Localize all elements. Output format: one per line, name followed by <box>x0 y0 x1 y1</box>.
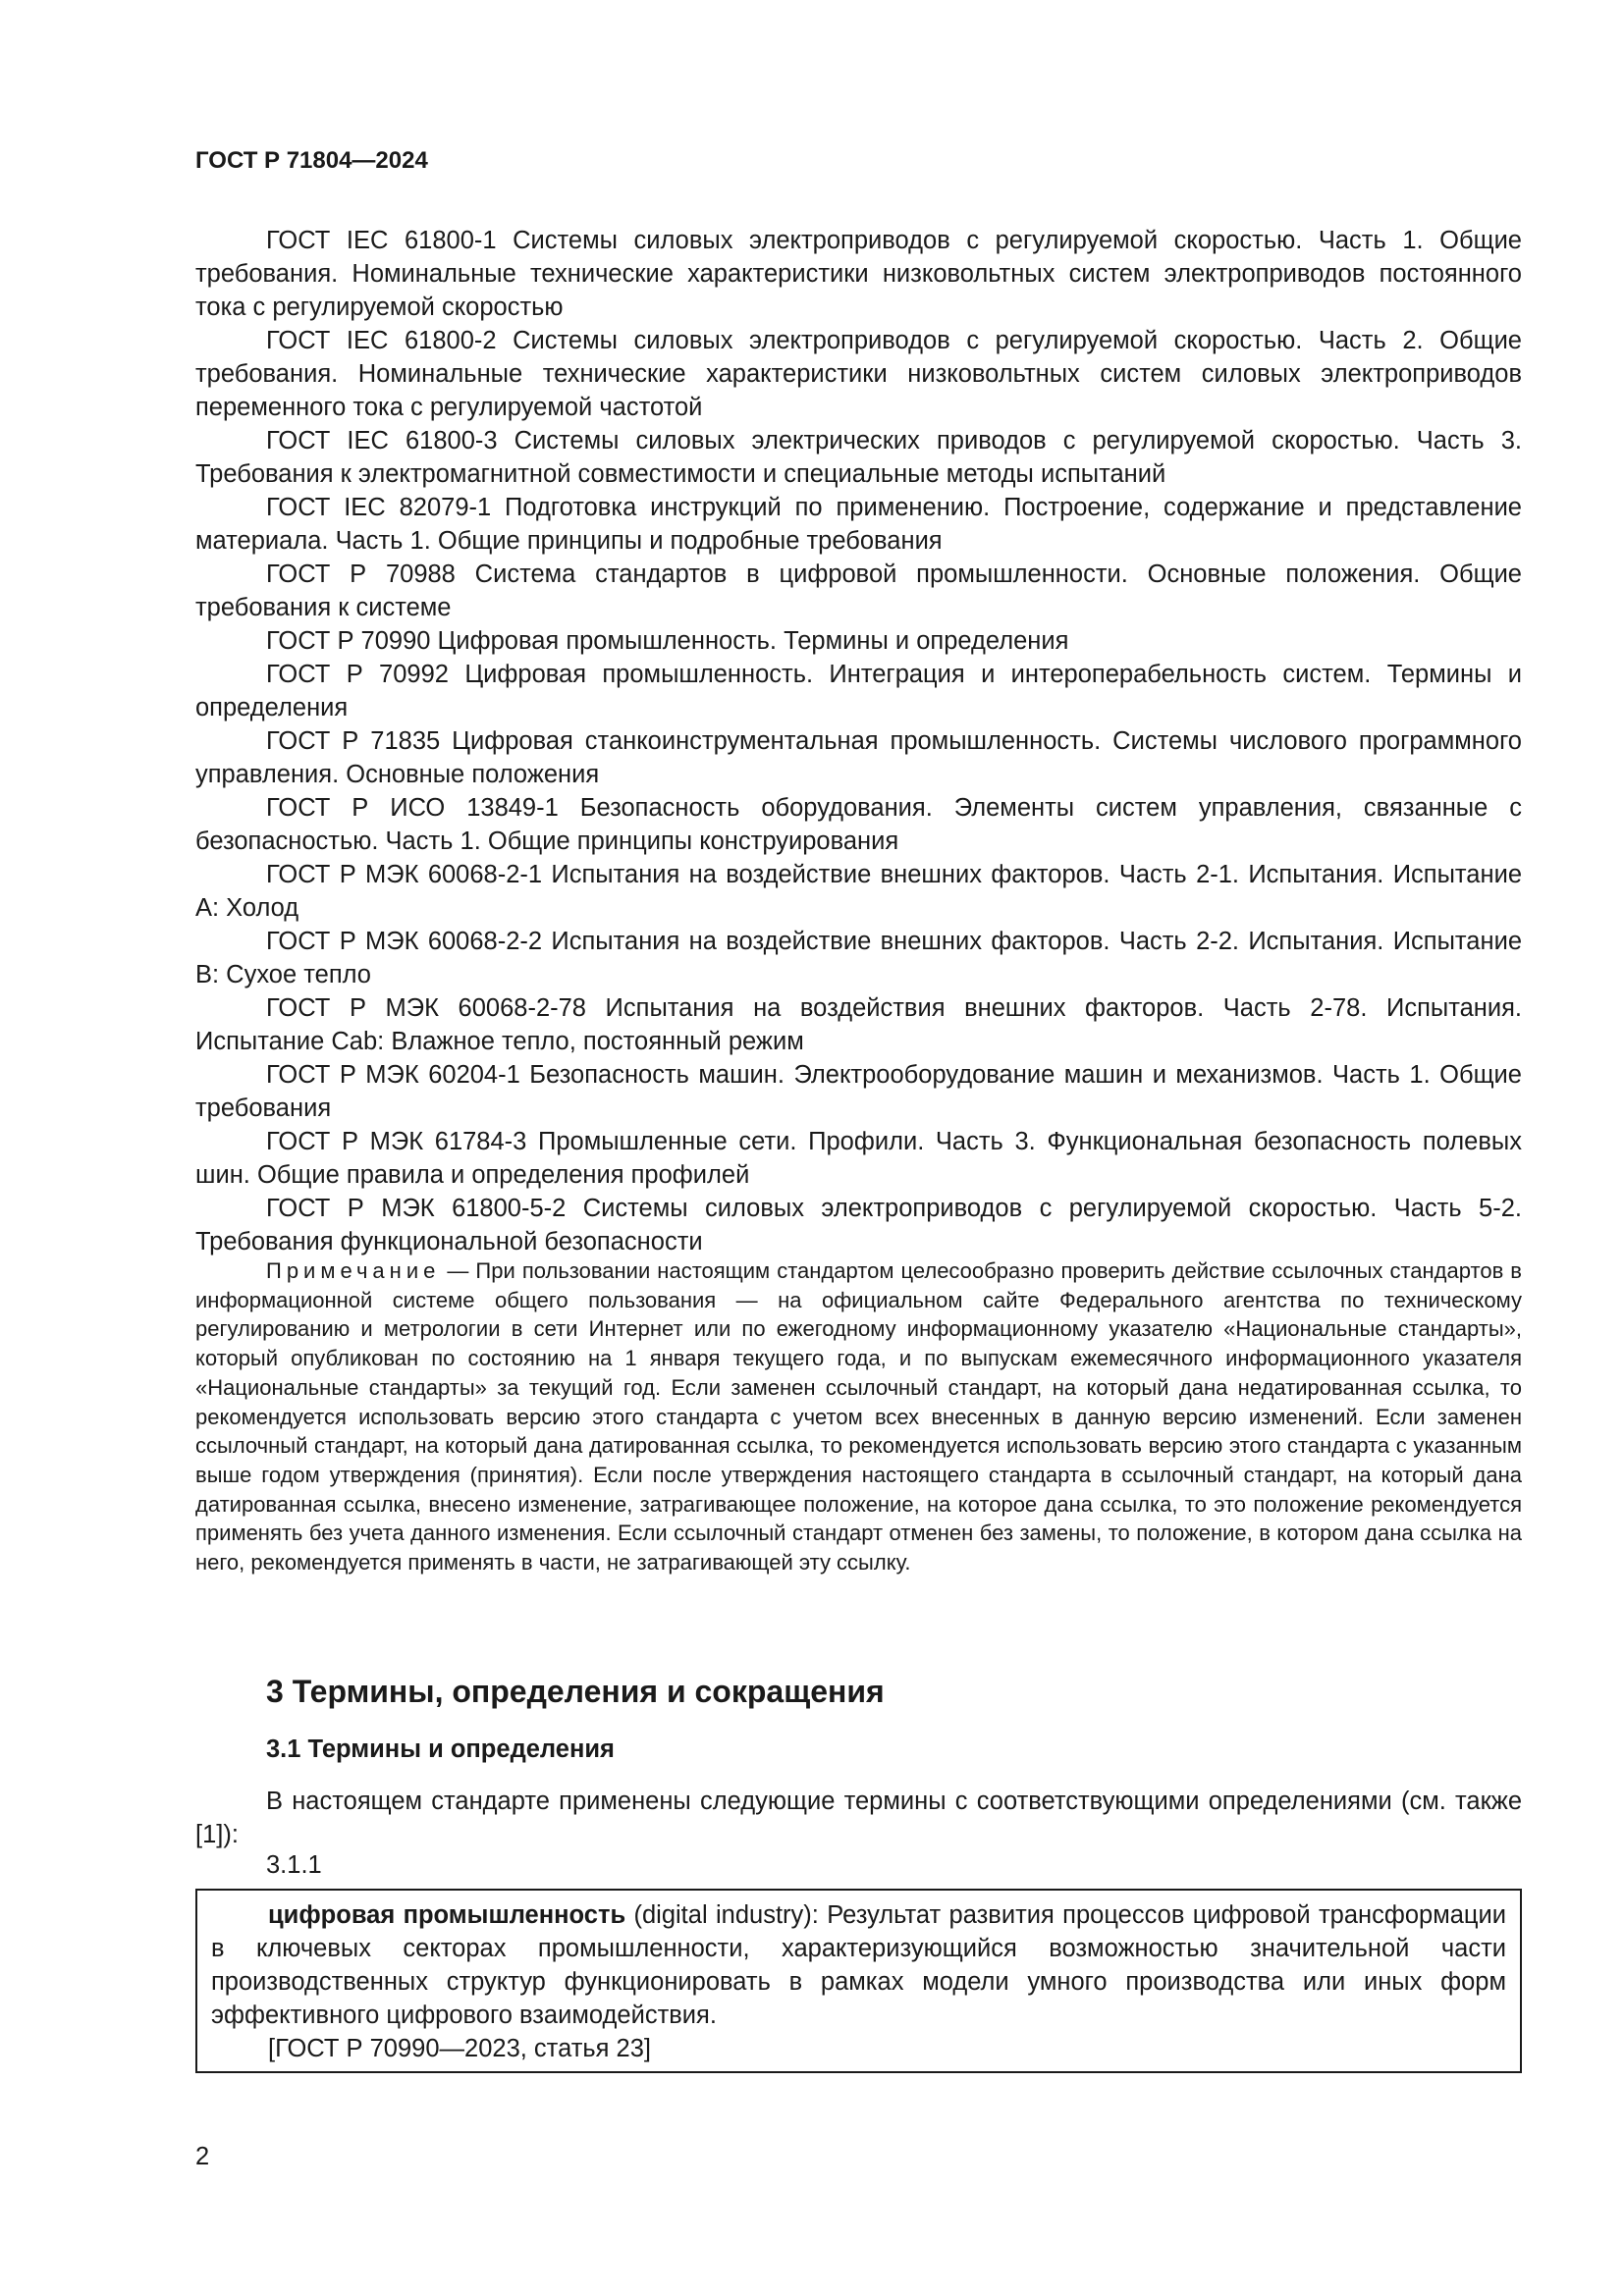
reference-item: ГОСТ Р МЭК 60068-2-1 Испытания на воздействие внешних факторов. Часть 2-1. Испытания. Испытание А: Холод <box>195 861 1522 922</box>
term-source: [ГОСТ Р 70990—2023, статья 23] <box>268 2035 651 2062</box>
reference-item: ГОСТ Р 71835 Цифровая станкоинструментальная промышленность. Системы числового программного управления. Основные положения <box>195 727 1522 788</box>
note-paragraph <box>195 1256 1522 1577</box>
normative-references-list <box>195 224 1522 1258</box>
term-name: цифровая промышленность <box>268 1901 626 1929</box>
note-text: — При пользовании настоящим стандартом целесообразно проверить действие ссылочных стандартов в информационной системе общего пользования — на официальном сайте Федерального агентства по техническому регулированию и метрологии в сети Интернет или по ежегодному информационному указателю «Национальные стандарты», который опубликован по состоянию на 1 января текущего года, и по выпускам ежемесячного информационного указателя «Национальные стандарты» за текущий год. Если заменен ссылочный стандарт, на который дана недатированная ссылка, то рекомендуется использовать версию этого стандарта с учетом всех внесенных в данную версию изменений. Если заменен ссылочный стандарт, на который дана датированная ссылка, то рекомендуется использовать версию этого стандарта с указанным выше годом утверждения (принятия). Если после утверждения настоящего стандарта в ссылочный стандарт, на который дана датированная ссылка, внесено изменение, затрагивающее положение, на которое дана ссылка, то это положение рекомендуется применять без учета данного изменения. Если ссылочный стандарт отменен без замены, то положение, в котором дана ссылка на него, рекомендуется применять в части, не затрагивающей эту ссылку. <box>195 1258 1522 1575</box>
reference-item: ГОСТ Р МЭК 60068-2-2 Испытания на воздействие внешних факторов. Часть 2-2. Испытания. Испытание В: Сухое тепло <box>195 928 1522 988</box>
reference-item: ГОСТ Р МЭК 61784-3 Промышленные сети. Профили. Часть 3. Функциональная безопасность полевых шин. Общие правила и определения профилей <box>195 1128 1522 1189</box>
reference-item: ГОСТ Р 70992 Цифровая промышленность. Интеграция и интероперабельность систем. Термины и определения <box>195 661 1522 721</box>
reference-item: ГОСТ IEC 61800-1 Системы силовых электроприводов с регулируемой скоростью. Часть 1. Общие требования. Номинальные технические характеристики низковольтных систем электроприводов постоянного тока с регулируемой скоростью <box>195 227 1522 321</box>
section-3-title: 3 Термины, определения и сокращения <box>266 1674 885 1709</box>
reference-item: ГОСТ Р ИСО 13849-1 Безопасность оборудования. Элементы систем управления, связанные с безопасностью. Часть 1. Общие принципы конструирования <box>195 794 1522 855</box>
reference-item: ГОСТ Р МЭК 60068-2-78 Испытания на воздействия внешних факторов. Часть 2-78. Испытания. Испытание Cab: Влажное тепло, постоянный режим <box>195 994 1522 1055</box>
term-definition-text: (digital industry): Результат развития процессов цифровой трансформации в ключевых секторах промышленности, характеризующийся возможностью значительной части производственных структур функционировать в рамках модели умного производства или иных форм эффективного цифрового взаимодействия. <box>211 1901 1506 2029</box>
page-number: 2 <box>195 2143 210 2170</box>
terms-intro: В настоящем стандарте применены следующие термины с соответствующими определениями (см. также [1]): <box>195 1788 1522 1848</box>
reference-item: ГОСТ IEC 61800-3 Системы силовых электрических приводов с регулируемой скоростью. Часть 3. Требования к электромагнитной совместимости и специальные методы испытаний <box>195 427 1522 488</box>
reference-item: ГОСТ Р МЭК 60204-1 Безопасность машин. Электрооборудование машин и механизмов. Часть 1. Общие требования <box>195 1061 1522 1122</box>
reference-item: ГОСТ Р МЭК 61800-5-2 Системы силовых электроприводов с регулируемой скоростью. Часть 5-2. Требования функциональной безопасности <box>195 1195 1522 1255</box>
term-definition-box <box>195 1889 1522 2073</box>
reference-item: ГОСТ Р 70988 Система стандартов в цифровой промышленности. Основные положения. Общие требования к системе <box>195 561 1522 621</box>
term-definition <box>211 1898 1506 2032</box>
subsection-3-1-title: 3.1 Термины и определения <box>266 1735 615 1763</box>
note-label: Примечание <box>266 1258 441 1283</box>
reference-item: ГОСТ IEC 61800-2 Системы силовых электроприводов с регулируемой скоростью. Часть 2. Общие требования. Номинальные технические характеристики низковольтных систем силовых электроприводов переменного тока с регулируемой частотой <box>195 327 1522 421</box>
reference-item: ГОСТ IEC 82079-1 Подготовка инструкций по применению. Построение, содержание и представление материала. Часть 1. Общие принципы и подробные требования <box>195 494 1522 555</box>
term-number: 3.1.1 <box>266 1851 322 1879</box>
reference-item: ГОСТ Р 70990 Цифровая промышленность. Термины и определения <box>266 627 1069 655</box>
page-header-code: ГОСТ Р 71804—2024 <box>195 147 428 174</box>
